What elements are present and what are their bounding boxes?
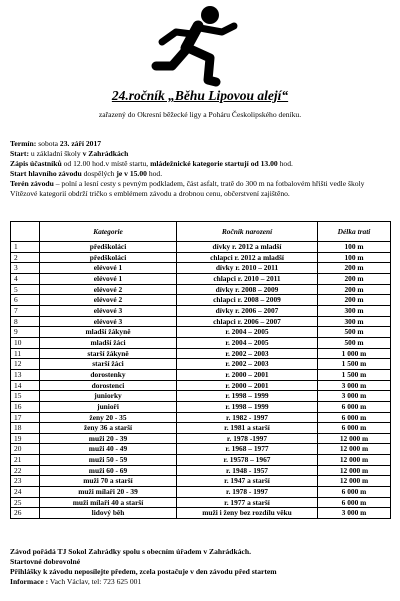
row-category: starší žáci: [40, 359, 177, 370]
table-row: [11, 316, 391, 327]
footer: [10, 547, 392, 587]
row-category: muži 60 - 69: [40, 465, 177, 476]
row-distance: 12 000 m: [318, 465, 391, 476]
row-birth-year: muži i ženy bez rozdílu věku: [177, 508, 318, 519]
row-number: 12: [11, 359, 40, 370]
row-birth-year: r. 1978 - 1997: [177, 487, 318, 498]
table-row: [11, 348, 391, 359]
runner-logo-icon: [150, 4, 258, 88]
row-birth-year: dívky r. 2008 – 2009: [177, 284, 318, 295]
table-row: [11, 380, 391, 391]
row-birth-year: r. 1998 – 1999: [177, 391, 318, 402]
row-number: 9: [11, 327, 40, 338]
row-birth-year: r. 2004 – 2005: [177, 327, 318, 338]
row-category: juniorky: [40, 391, 177, 402]
row-distance: 100 m: [318, 252, 391, 263]
contact-line: Informace : Vach Václav, tel: 723 625 001: [10, 577, 142, 586]
row-distance: 12 000 m: [318, 455, 391, 466]
row-distance: 1 500 m: [318, 359, 391, 370]
row-distance: 200 m: [318, 295, 391, 306]
row-category: elévové 3: [40, 316, 177, 327]
row-birth-year: r. 1947 a starší: [177, 476, 318, 487]
row-number: 1: [11, 242, 40, 253]
header-number: [11, 222, 40, 242]
row-birth-year: r. 19578 – 1967: [177, 455, 318, 466]
row-category: junioři: [40, 401, 177, 412]
categories-table: [10, 221, 391, 519]
table-row: [11, 465, 391, 476]
row-distance: 6 000 m: [318, 423, 391, 434]
row-birth-year: r. 1977 a starší: [177, 497, 318, 508]
table-row: [11, 412, 391, 423]
row-number: 2: [11, 252, 40, 263]
row-distance: 6 000 m: [318, 487, 391, 498]
event-info: [10, 139, 392, 200]
table-row: [11, 433, 391, 444]
row-number: 5: [11, 284, 40, 295]
row-distance: 3 000 m: [318, 380, 391, 391]
row-distance: 3 000 m: [318, 391, 391, 402]
row-category: předškoláci: [40, 242, 177, 253]
row-number: 13: [11, 369, 40, 380]
table-row: [11, 359, 391, 370]
row-number: 3: [11, 263, 40, 274]
row-birth-year: chlapci r. 2008 – 2009: [177, 295, 318, 306]
row-distance: 6 000 m: [318, 412, 391, 423]
row-category: ženy 20 - 35: [40, 412, 177, 423]
row-number: 23: [11, 476, 40, 487]
row-birth-year: r. 1998 – 1999: [177, 401, 318, 412]
table-body: [11, 242, 391, 519]
row-category: mladší žákyně: [40, 327, 177, 338]
header-birth-year: Ročník narození: [177, 222, 318, 242]
registration-line: Zápis účastníků od 12.00 hod.v místě startu, mládežnické kategorie startují od 13.00 hod.: [10, 159, 293, 169]
row-category: elévové 3: [40, 305, 177, 316]
table-row: [11, 476, 391, 487]
row-category: muži mílaři 40 a starší: [40, 497, 177, 508]
row-category: elévové 2: [40, 295, 177, 306]
row-birth-year: r. 2004 – 2005: [177, 337, 318, 348]
table-row: [11, 252, 391, 263]
table-row: [11, 242, 391, 253]
row-distance: 3 000 m: [318, 508, 391, 519]
row-birth-year: dívky r. 2006 – 2007: [177, 305, 318, 316]
header-category: Kategorie: [40, 222, 177, 242]
row-birth-year: chlapci r. 2010 – 2011: [177, 273, 318, 284]
row-birth-year: r. 2000 – 2001: [177, 380, 318, 391]
row-birth-year: chlapci r. 2006 – 2007: [177, 316, 318, 327]
event-title: 24.ročník „Běhu Lipovou alejí“: [111, 88, 289, 103]
event-subtitle: zařazený do Okresní běžecké ligy a Poháru Českolipského deníku.: [98, 110, 302, 119]
row-distance: 100 m: [318, 242, 391, 253]
row-distance: 300 m: [318, 316, 391, 327]
header-distance: Délka trati: [318, 222, 391, 242]
row-distance: 12 000 m: [318, 433, 391, 444]
row-category: muži mílaři 20 - 39: [40, 487, 177, 498]
row-category: elévové 1: [40, 263, 177, 274]
row-category: elévové 1: [40, 273, 177, 284]
row-number: 25: [11, 497, 40, 508]
row-category: lidový běh: [40, 508, 177, 519]
start-line: Start: u základní školy v Zahrádkách: [10, 149, 129, 159]
row-category: ženy 36 a starší: [40, 423, 177, 434]
row-number: 22: [11, 465, 40, 476]
row-birth-year: r. 2000 – 2001: [177, 369, 318, 380]
row-number: 10: [11, 337, 40, 348]
row-birth-year: r. 1982 - 1997: [177, 412, 318, 423]
row-distance: 300 m: [318, 305, 391, 316]
table-row: [11, 337, 391, 348]
row-number: 19: [11, 433, 40, 444]
table-row: [11, 444, 391, 455]
table-row: [11, 391, 391, 402]
row-category: muži 70 a starší: [40, 476, 177, 487]
row-birth-year: chlapci r. 2012 a mladší: [177, 252, 318, 263]
row-number: 6: [11, 295, 40, 306]
row-distance: 12 000 m: [318, 476, 391, 487]
row-number: 17: [11, 412, 40, 423]
table-row: [11, 295, 391, 306]
row-distance: 1 000 m: [318, 348, 391, 359]
table-row: [11, 497, 391, 508]
row-distance: 200 m: [318, 263, 391, 274]
table-row: [11, 369, 391, 380]
row-category: muži 20 - 39: [40, 433, 177, 444]
row-number: 4: [11, 273, 40, 284]
row-number: 20: [11, 444, 40, 455]
table-header-row: [11, 222, 391, 242]
row-category: dorostenky: [40, 369, 177, 380]
row-number: 8: [11, 316, 40, 327]
row-number: 21: [11, 455, 40, 466]
row-birth-year: r. 1981 a starší: [177, 423, 318, 434]
main-race-line: Start hlavního závodu dospělých je v 15.00 hod.: [10, 169, 163, 179]
row-birth-year: r. 1978 -1997: [177, 433, 318, 444]
table-row: [11, 508, 391, 519]
row-number: 16: [11, 401, 40, 412]
table-row: [11, 423, 391, 434]
row-distance: 6 000 m: [318, 497, 391, 508]
row-category: předškoláci: [40, 252, 177, 263]
row-distance: 200 m: [318, 273, 391, 284]
row-birth-year: r. 1948 - 1957: [177, 465, 318, 476]
table-row: [11, 401, 391, 412]
table-row: [11, 273, 391, 284]
table-row: [11, 327, 391, 338]
row-category: starší žákyně: [40, 348, 177, 359]
prizes-line: Vítězové kategorií obdrží tričko s emblémem závodu a drobnou cenu, občerstvení zajištěno.: [10, 189, 290, 199]
table-row: [11, 305, 391, 316]
row-number: 15: [11, 391, 40, 402]
row-number: 7: [11, 305, 40, 316]
row-number: 11: [11, 348, 40, 359]
row-number: 18: [11, 423, 40, 434]
row-category: muži 40 - 49: [40, 444, 177, 455]
registration-note-line: Přihlášky k závodu neposílejte předem, zcela postačuje v den závodu před startem: [10, 567, 277, 576]
organizer-line: Závod pořádá TJ Sokol Zahrádky spolu s obecním úřadem v Zahrádkách.: [10, 547, 252, 556]
term-line: Termín: sobota 23. září 2017: [10, 139, 102, 148]
row-birth-year: r. 2002 – 2003: [177, 348, 318, 359]
table-row: [11, 263, 391, 274]
row-birth-year: dívky r. 2010 – 2011: [177, 263, 318, 274]
row-distance: 500 m: [318, 337, 391, 348]
table-row: [11, 487, 391, 498]
table-row: [11, 455, 391, 466]
row-birth-year: r. 1968 – 1977: [177, 444, 318, 455]
row-number: 26: [11, 508, 40, 519]
entry-fee-line: Startovné dobrovolné: [10, 557, 81, 566]
row-number: 24: [11, 487, 40, 498]
row-distance: 12 000 m: [318, 444, 391, 455]
row-number: 14: [11, 380, 40, 391]
row-distance: 1 500 m: [318, 369, 391, 380]
terrain-line: Terén závodu – polní a lesní cesty s pevným podkladem, část asfalt, tratě do 300 m na fotbalovém hřišti vedle školy: [10, 179, 365, 189]
row-birth-year: r. 2002 – 2003: [177, 359, 318, 370]
table-row: [11, 284, 391, 295]
row-category: muži 50 - 59: [40, 455, 177, 466]
row-category: elévové 2: [40, 284, 177, 295]
row-category: mladší žáci: [40, 337, 177, 348]
row-category: dorostenci: [40, 380, 177, 391]
row-distance: 500 m: [318, 327, 391, 338]
row-distance: 6 000 m: [318, 401, 391, 412]
row-birth-year: dívky r. 2012 a mladší: [177, 242, 318, 253]
row-distance: 200 m: [318, 284, 391, 295]
